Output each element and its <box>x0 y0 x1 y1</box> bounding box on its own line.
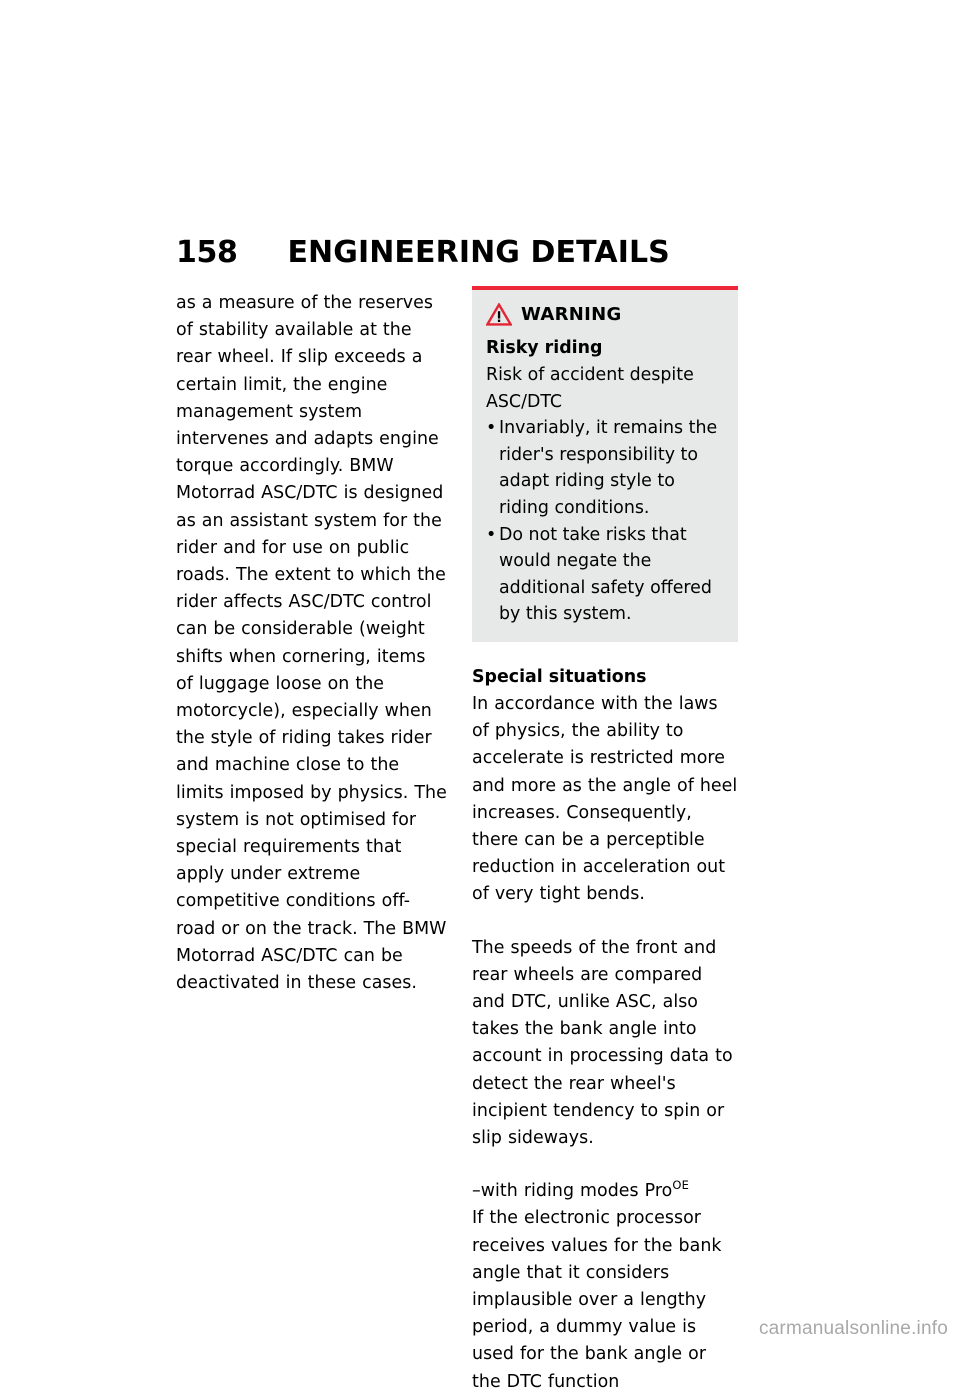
warning-triangle-icon <box>486 303 512 326</box>
warning-bullet-item: • Do not take risks that would negate the additional safety offered by this system. <box>486 522 724 628</box>
warning-bullet-item: • Invariably, it remains the rider's responsibility to adapt riding style to riding conditions. <box>486 415 724 521</box>
variant-line-text: –with riding modes Pro <box>472 1181 673 1202</box>
warning-label: WARNING <box>521 303 622 325</box>
warning-subheading: Risky riding <box>486 338 603 358</box>
section-heading-special-situations: Special situations <box>472 666 647 687</box>
warning-box <box>472 286 738 642</box>
right-paragraph-1: In accordance with the laws of physics, the ability to accelerate is restricted more and more as the angle of heel increases. Consequently, there can be a perceptible reduction in acceleration out of very tight bends. <box>472 693 738 905</box>
warning-description: Risk of accident despite ASC/DTC <box>486 365 694 412</box>
page-number: 158 <box>176 235 238 270</box>
warning-bullet-list <box>486 415 724 628</box>
right-column <box>472 286 738 1396</box>
chapter-title: ENGINEERING DETAILS <box>287 235 670 270</box>
footer-watermark: carmanualsonline.info <box>758 1318 948 1339</box>
left-column <box>176 290 448 997</box>
variant-superscript: OE <box>672 1178 690 1193</box>
page-header <box>176 235 776 278</box>
warning-header <box>486 303 724 326</box>
right-paragraph-3: If the electronic processor receives values for the bank angle that it considers implausible over a lengthy period, a dummy value is used for the bank angle or the DTC function <box>472 1208 722 1392</box>
variant-line <box>472 1178 738 1205</box>
left-column-paragraph: as a measure of the reserves of stability available at the rear wheel. If slip exceeds a certain limit, the engine management system intervenes and adapts engine torque accordingly. BMW Motorrad ASC/DTC is designed as an assistant system for the rider and for use on public roads. The extent to which the rider affects ASC/DTC control can be considerable (weight shifts when cornering, items of luggage loose on the motorcycle), especially when the style of riding takes rider and machine close to the limits imposed by physics. The system is not optimised for special requirements that apply under extreme competitive conditions off-road or on the track. The BMW Motorrad ASC/DTC can be deactivated in these cases. <box>176 293 447 994</box>
right-paragraph-2: The speeds of the front and rear wheels are compared and DTC, unlike ASC, also takes the bank angle into account in processing data to detect the rear wheel's incipient tendency to spin or slip sideways. <box>472 937 733 1148</box>
